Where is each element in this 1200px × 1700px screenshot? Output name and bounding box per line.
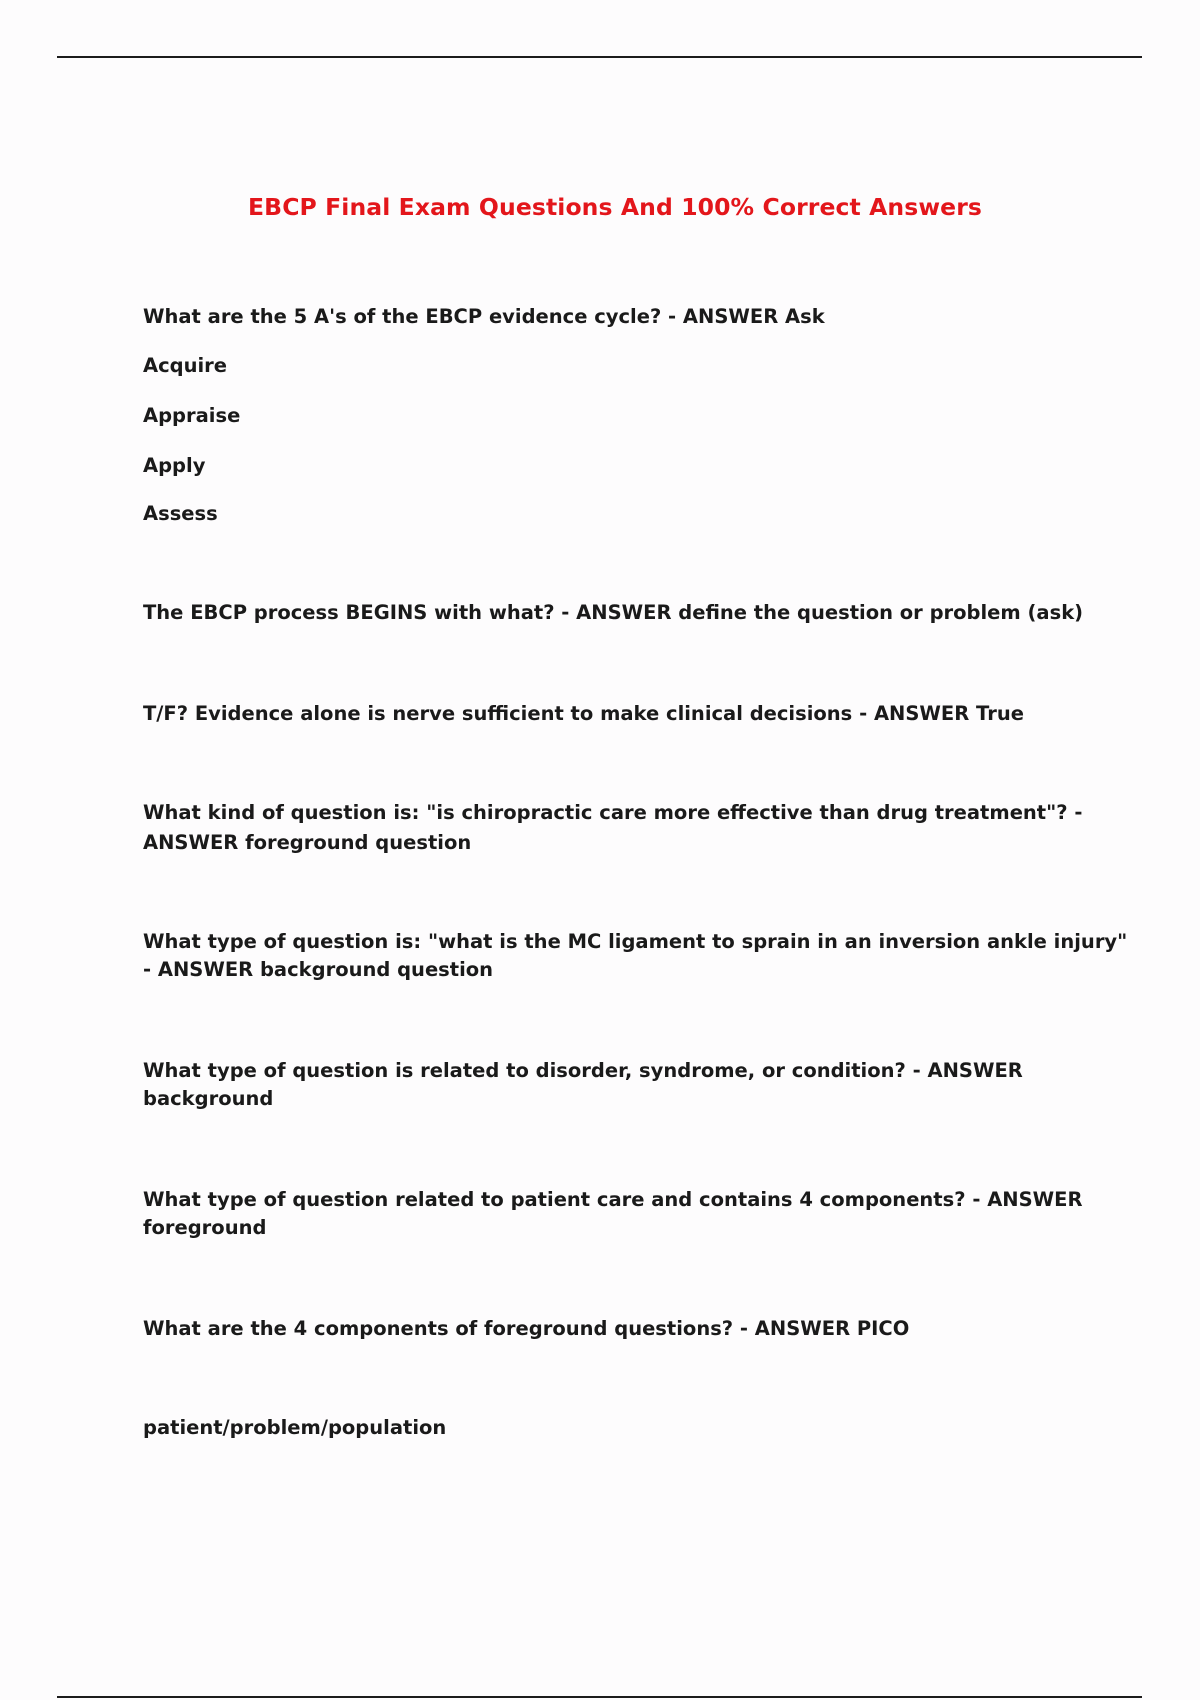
question-patient-care-line-2: foreground [143,1216,267,1239]
question-process-begins: The EBCP process BEGINS with what? - ANSWER define the question or problem (ask) [143,601,1084,624]
question-evidence-alone: T/F? Evidence alone is nerve sufficient to make clinical decisions - ANSWER True [143,702,1024,725]
question-disorder-line-1: What type of question is related to disorder, syndrome, or condition? - ANSWER [143,1059,1023,1082]
question-five-as: What are the 5 A's of the EBCP evidence cycle? - ANSWER Ask [143,305,825,328]
answer-line-acquire: Acquire [143,354,228,377]
pico-patient-line: patient/problem/population [143,1416,447,1439]
answer-line-apply: Apply [143,454,206,477]
footer-rule [57,1696,1142,1698]
answer-line-appraise: Appraise [143,404,241,427]
document-title: EBCP Final Exam Questions And 100% Correct Answers [248,193,982,221]
question-chiropractic-line-2: ANSWER foreground question [143,831,472,854]
question-chiropractic-line-1: What kind of question is: "is chiropractic care more effective than drug treatment"? - [143,801,1083,824]
answer-line-assess: Assess [143,502,218,525]
header-rule [57,56,1142,58]
question-ligament-line-2: - ANSWER background question [143,958,494,981]
question-ligament-line-1: What type of question is: "what is the MC ligament to sprain in an inversion ankle injury" [143,930,1128,953]
question-patient-care-line-1: What type of question related to patient care and contains 4 components? - ANSWER [143,1188,1083,1211]
question-pico: What are the 4 components of foreground questions? - ANSWER PICO [143,1317,910,1340]
question-disorder-line-2: background [143,1087,274,1110]
